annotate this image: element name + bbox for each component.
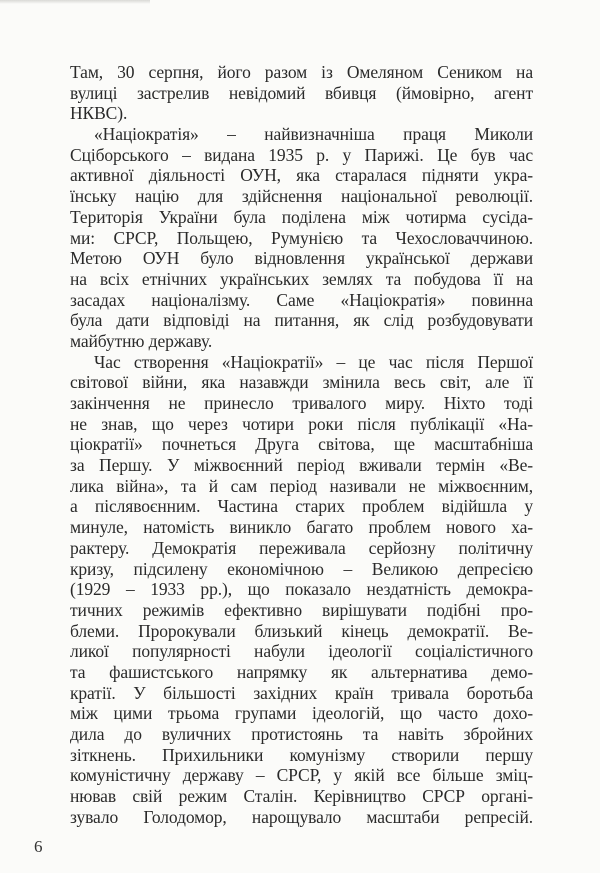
text-line: лика війна», та й сам період називали не міжвоєнним, <box>70 475 533 496</box>
text-line: світової війни, яка назавжди змінила весь світ, але її <box>70 372 533 393</box>
text-line: за Першу. У міжвоєнний період вживали термін «Ве- <box>70 455 533 476</box>
text-line: вулиці застрелив невідомий вбивця (ймовірно, агент <box>70 82 533 103</box>
text-line: на всіх етнічних українських землях та побудова її на <box>70 268 533 289</box>
text-line: їнську націю для здійснення національної революції. <box>70 186 533 207</box>
text-line: засадах націоналізму. Саме «Націократія» повинна <box>70 289 533 310</box>
text-line: ми: СРСР, Польщею, Румунією та Чехословаччиною. <box>70 227 533 248</box>
page-number: 6 <box>34 837 43 856</box>
text-line: НКВС). <box>70 103 128 124</box>
text-line: Територія України була поділена між чотирма сусіда- <box>70 206 533 227</box>
text-line: кризу, підсилену економічною – Великою депресією <box>70 558 533 579</box>
text-line: Там, 30 серпня, його разом із Омеляном Сеником на <box>70 62 533 82</box>
text-line: Метою ОУН було відновлення української держави <box>70 248 533 269</box>
text-line: не знав, що через чотири роки після публікації «На- <box>70 413 533 434</box>
text-line: Час створення «Націократії» – це час після Першої <box>94 351 533 372</box>
text-line: майбутню державу. <box>70 330 213 351</box>
scan-edge <box>0 0 150 4</box>
text-line: кратії. У більшості західних країн тривала боротьба <box>70 682 533 703</box>
text-line: дила до вуличних протистоянь та навіть збройних <box>70 724 533 744</box>
text-line: була дати відповіді на питання, як слід розбудовувати <box>70 310 533 331</box>
text-line: тичних режимів ефективно вирішувати подібні про- <box>70 599 533 620</box>
body-text <box>70 62 533 827</box>
text-line: та фашистського напрямку як альтернатива демо- <box>70 661 533 682</box>
text-line: «Націократія» – найвизначніша праця Миколи <box>94 124 533 145</box>
text-line: ликої популярності набули ідеології соціалістичного <box>70 641 533 662</box>
text-line: зувало Голодомор, нарощувало масштаби репресій. <box>70 806 533 827</box>
text-line: Сціборського – видана 1935 р. у Парижі. Це був час <box>70 144 533 165</box>
text-line: рактеру. Демократія переживала серйозну політичну <box>70 537 533 558</box>
text-line: (1929 – 1933 рр.), що показало нездатність демокра- <box>70 579 533 600</box>
text-line: а післявоєнним. Частина старих проблем відійшла у <box>70 496 533 517</box>
text-line: закінчення не принесло тривалого миру. Ніхто тоді <box>70 393 533 413</box>
text-line: нював свій режим Сталін. Керівництво СРСР органі- <box>70 786 533 807</box>
text-line: зіткнень. Прихильники комунізму створили першу <box>70 744 533 765</box>
text-line: між цими трьома групами ідеологій, що часто дохо- <box>70 703 533 724</box>
text-line: блеми. Пророкували близький кінець демократії. Ве- <box>70 620 533 641</box>
text-line: ціократії» почнеться Друга світова, ще масштабніша <box>70 434 533 455</box>
text-line: активної діяльності ОУН, яка старалася підняти укра- <box>70 165 533 186</box>
text-line: минуле, натомість виникло багато проблем нового ха- <box>70 517 533 538</box>
text-line: комуністичну державу – СРСР, у якій все більше зміц- <box>70 765 533 786</box>
